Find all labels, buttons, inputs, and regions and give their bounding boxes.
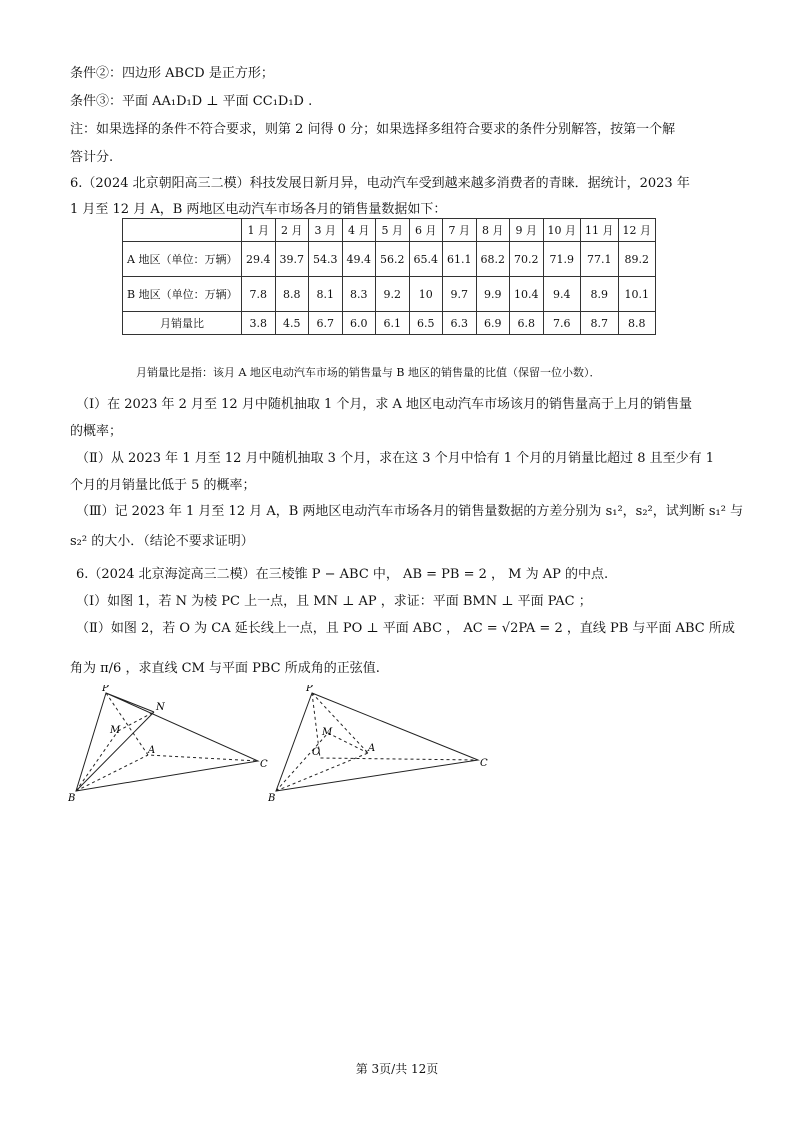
table-cell: 8.3 [342, 277, 376, 312]
month-header: 9 月 [510, 219, 544, 242]
table-cell: 9.9 [476, 277, 510, 312]
question-line: （Ⅱ）如图 2，若 O 为 CA 延长线上一点，且 PO ⊥ 平面 ABC ， AC = √2PA = 2 ，直线 PB 与平面 ABC 所成 [76, 621, 735, 636]
page-footer: 第 3页/共 12页 [355, 1062, 439, 1076]
table-cell: 68.2 [476, 242, 510, 277]
question-line: （Ⅰ）如图 1，若 N 为棱 PC 上一点，且 MN ⊥ AP ，求证：平面 BMN ⊥ 平面 PAC ； [76, 594, 592, 609]
month-header: 6 月 [409, 219, 443, 242]
svg-text:P: P [102, 685, 109, 694]
table-cell: 8.7 [581, 312, 619, 335]
svg-text:O: O [312, 747, 321, 758]
svg-text:C: C [480, 758, 488, 769]
table-note: 月销量比是指：该月 A 地区电动汽车市场的销售量与 B 地区的销售量的比值（保留一位小数）． [136, 366, 601, 379]
table-cell: 7.6 [543, 312, 581, 335]
question-line: （Ⅲ）记 2023 年 1 月至 12 月 A，B 两地区电动汽车市场各月的销售量数据的方差分别为 s₁²，s₂²，试判断 s₁² 与 [76, 504, 744, 519]
table-cell: 10.4 [510, 277, 544, 312]
month-header: 3 月 [309, 219, 343, 242]
text-line: 6.（2024 北京朝阳高三二模）科技发展日新月异，电动汽车受到越来越多消费者的青睐．据统计，2023 年 [70, 176, 690, 191]
row-label: A 地区（单位：万辆） [123, 242, 242, 277]
question-line: （Ⅱ）从 2023 年 1 月至 12 月中随机抽取 3 个月，求在这 3 个月中恰有 1 个月的月销量比超过 8 且至少有 1 [76, 451, 715, 466]
figure-1 [68, 685, 268, 805]
month-header: 10 月 [543, 219, 581, 242]
question-line: s₂² 的大小．（结论不要求证明） [70, 534, 254, 549]
table-cell: 8.8 [618, 312, 656, 335]
month-header: 2 月 [275, 219, 309, 242]
table-cell: 54.3 [309, 242, 343, 277]
month-header: 11 月 [581, 219, 619, 242]
table-cell: 9.7 [443, 277, 477, 312]
month-header: 4 月 [342, 219, 376, 242]
svg-text:B: B [68, 793, 76, 804]
table-cell: 4.5 [275, 312, 309, 335]
month-header: 5 月 [376, 219, 410, 242]
table-cell: 29.4 [242, 242, 276, 277]
text-line: 条件③：平面 AA₁D₁D ⊥ 平面 CC₁D₁D . [70, 94, 313, 109]
table-cell: 77.1 [581, 242, 619, 277]
table-cell: 56.2 [376, 242, 410, 277]
month-header: 1 月 [242, 219, 276, 242]
table-cell: 39.7 [275, 242, 309, 277]
text-line: 1 月至 12 月 A，B 两地区电动汽车市场各月的销售量数据如下： [70, 202, 447, 217]
table-cell: 6.3 [443, 312, 477, 335]
table-cell: 6.1 [376, 312, 410, 335]
question-line: （Ⅰ）在 2023 年 2 月至 12 月中随机抽取 1 个月，求 A 地区电动汽车市场该月的销售量高于上月的销售量 [76, 397, 693, 412]
table-cell: 7.8 [242, 277, 276, 312]
question-line: 的概率； [70, 424, 123, 439]
table-cell: 65.4 [409, 242, 443, 277]
table-cell: 10 [409, 277, 443, 312]
table-cell: 70.2 [510, 242, 544, 277]
table-cell: 6.0 [342, 312, 376, 335]
question-line: 6.（2024 北京海淀高三二模）在三棱锥 P − ABC 中， AB = PB = 2 ， M 为 AP 的中点. [76, 567, 609, 582]
table-cell: 89.2 [618, 242, 656, 277]
table-cell: 6.5 [409, 312, 443, 335]
svg-text:P: P [306, 685, 313, 694]
row-label: 月销量比 [123, 312, 242, 335]
svg-text:C: C [260, 759, 268, 770]
sales-table [122, 218, 656, 335]
text-line: 答计分. [70, 150, 114, 165]
row-label: B 地区（单位：万辆） [123, 277, 242, 312]
table-cell: 6.9 [476, 312, 510, 335]
svg-text:N: N [156, 702, 165, 713]
table-cell: 3.8 [242, 312, 276, 335]
table-cell: 6.8 [510, 312, 544, 335]
month-header: 12 月 [618, 219, 656, 242]
table-cell: 6.7 [309, 312, 343, 335]
month-header: 8 月 [476, 219, 510, 242]
svg-text:M: M [322, 727, 333, 738]
svg-text:M: M [110, 725, 121, 736]
question-line: 个月的月销量比低于 5 的概率； [70, 478, 256, 493]
table-cell: 8.1 [309, 277, 343, 312]
table-cell: 8.9 [581, 277, 619, 312]
question-line: 角为 π/6 ，求直线 CM 与平面 PBC 所成角的正弦值. [70, 661, 380, 676]
svg-text:B: B [268, 793, 276, 804]
table-cell: 71.9 [543, 242, 581, 277]
figure-2 [268, 685, 488, 805]
svg-text:A: A [368, 743, 376, 754]
table-cell: 61.1 [443, 242, 477, 277]
svg-text:A: A [148, 745, 156, 756]
text-line: 注：如果选择的条件不符合要求，则第 2 问得 0 分；如果选择多组符合要求的条件分别解答，按第一个解 [70, 122, 676, 137]
table-cell: 8.8 [275, 277, 309, 312]
text-line: 条件②：四边形 ABCD 是正方形； [70, 66, 274, 81]
month-header: 7 月 [443, 219, 477, 242]
table-cell: 49.4 [342, 242, 376, 277]
table-cell: 9.2 [376, 277, 410, 312]
table-cell: 9.4 [543, 277, 581, 312]
table-cell: 10.1 [618, 277, 656, 312]
